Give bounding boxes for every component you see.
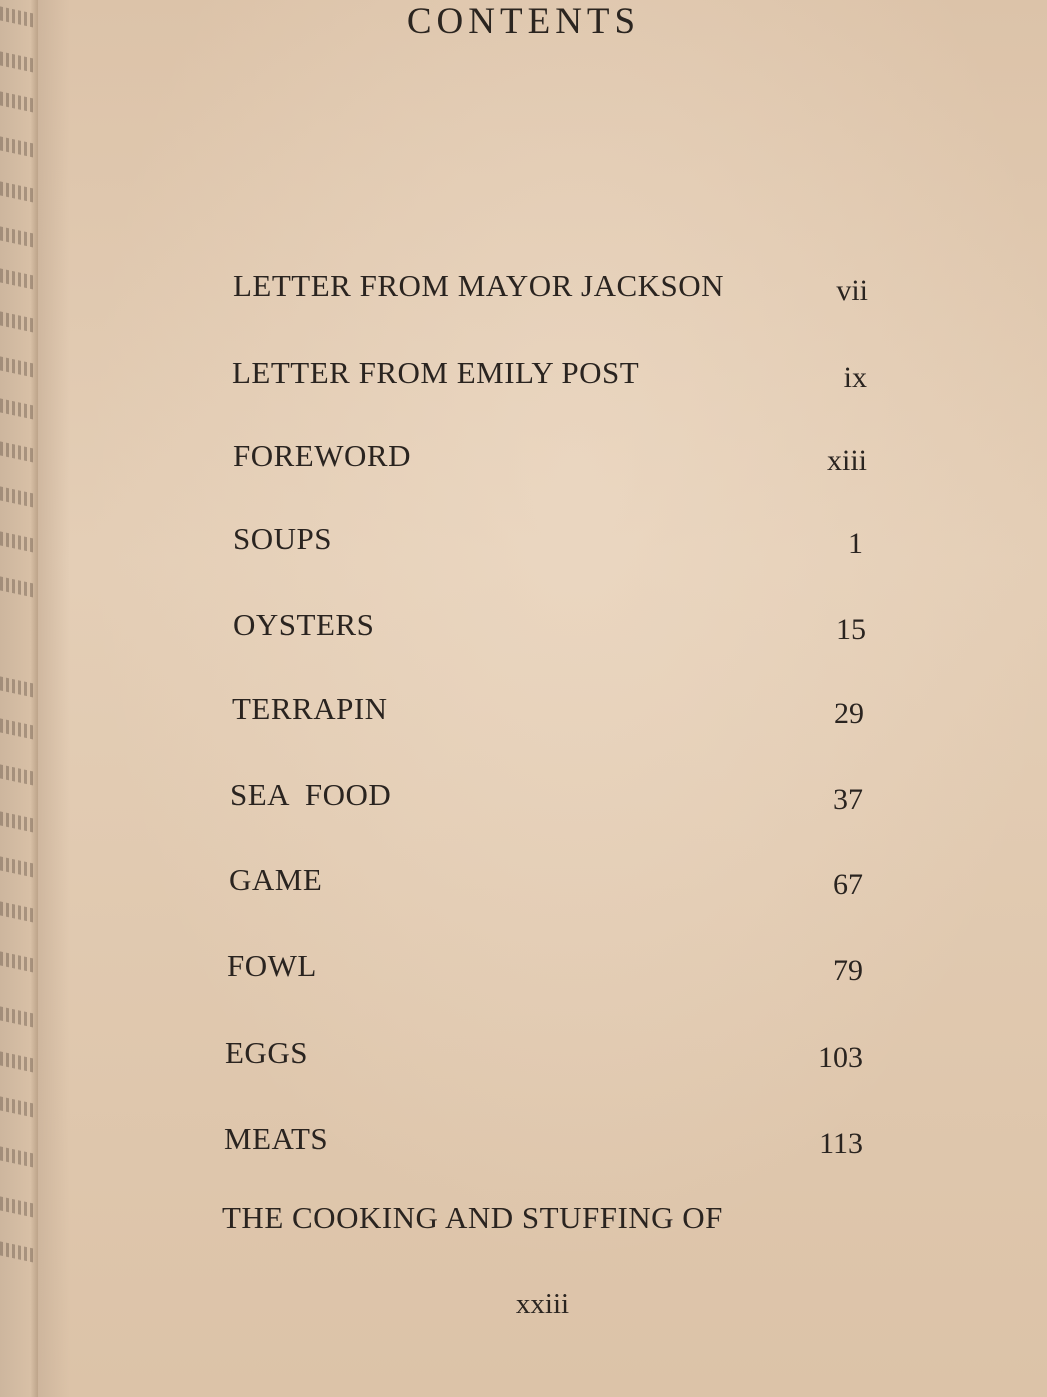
toc-entry-page: xiii: [826, 444, 867, 477]
toc-entry: [222, 1200, 861, 1244]
toc-entry-label: THE COOKING AND STUFFING OF: [222, 1200, 723, 1235]
toc-entry: [230, 777, 863, 821]
toc-entry: [232, 355, 867, 399]
toc-entry: [232, 691, 864, 735]
toc-entry-page: ix: [843, 361, 867, 394]
page-number: xxiii: [515, 1288, 570, 1320]
toc-entry: [233, 607, 866, 651]
page-title: CONTENTS: [406, 1, 641, 42]
toc-entry: [224, 1121, 863, 1165]
toc-entry-label: FOREWORD: [233, 438, 411, 473]
toc-entry-label: LETTER FROM MAYOR JACKSON: [233, 268, 725, 303]
toc-entry: [227, 948, 863, 992]
toc-entry-label: SOUPS: [233, 521, 332, 556]
toc-entry-label: LETTER FROM EMILY POST: [232, 355, 640, 390]
toc-entry-page: 15: [836, 613, 866, 646]
toc-entry: [229, 862, 863, 906]
toc-entry-page: 79: [833, 954, 863, 987]
toc-entry-page: 103: [818, 1041, 863, 1074]
toc-entry-label: GAME: [229, 862, 323, 897]
toc-entry-page: vii: [836, 274, 868, 307]
toc-entry-label: SEA FOOD: [230, 777, 392, 812]
toc-entry-label: MEATS: [224, 1121, 329, 1156]
toc-entry: [225, 1035, 863, 1079]
toc-entry: [233, 521, 863, 565]
toc-entry-page: 67: [833, 868, 863, 901]
toc-entry: [233, 268, 868, 312]
toc-entry-label: OYSTERS: [233, 607, 375, 642]
toc-entry: [233, 438, 867, 482]
toc-entry-page: 29: [834, 697, 864, 730]
toc-entry-label: TERRAPIN: [232, 691, 388, 726]
toc-entry-label: FOWL: [227, 948, 317, 983]
toc-entry-label: EGGS: [225, 1035, 308, 1070]
toc-entry-page: 1: [848, 527, 863, 560]
toc-entry-page: 113: [819, 1127, 863, 1160]
toc-entry-page: 37: [833, 783, 863, 816]
